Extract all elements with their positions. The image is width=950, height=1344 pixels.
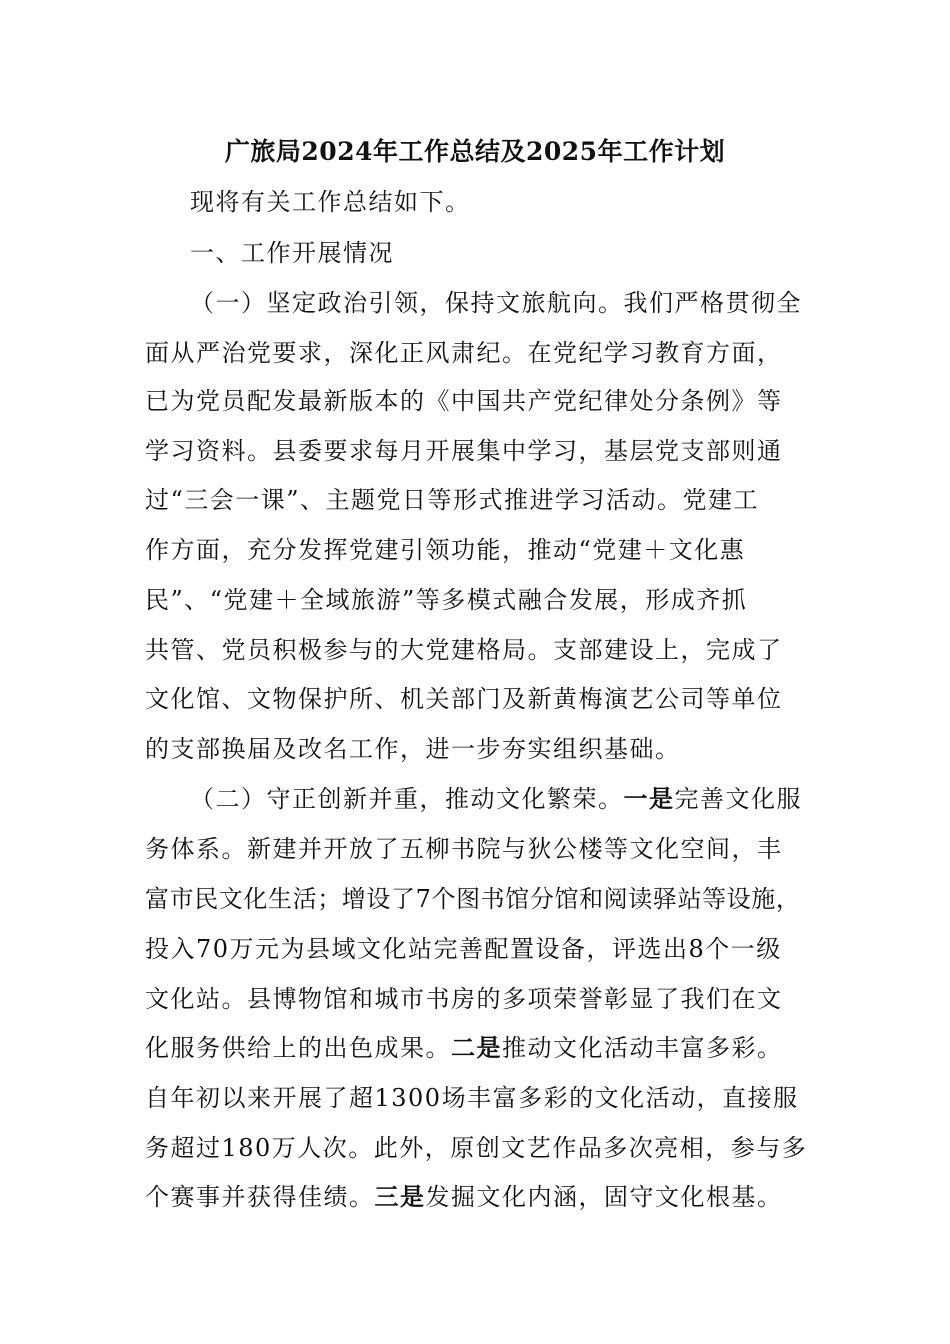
paragraph-line: 作方面，充分发挥党建引领功能，推动“党建＋文化惠 [145, 536, 746, 564]
paragraph-line: 已为党员配发最新版本的《中国共产党纪律处分条例》等 [145, 387, 783, 415]
paragraph-line: 的支部换届及改名工作，进一步夯实组织基础。 [145, 735, 681, 763]
paragraph-line: 文化站。县博物馆和城市书房的多项荣誉彰显了我们在文 [145, 985, 783, 1013]
paragraph-text: 化服务供给上的出色成果。 [145, 1034, 451, 1062]
paragraph-line: 学习资料。县委要求每月开展集中学习，基层党支部则通 [145, 437, 783, 465]
paragraph-text: 发掘文化内涵，固守文化根基。 [425, 1183, 783, 1211]
bold-marker: 一是 [623, 784, 675, 813]
paragraph-line: 共管、党员积极参与的大党建格局。支部建设上，完成了 [145, 636, 783, 664]
paragraph-line: （一）坚定政治引领，保持文旅航向。我们严格贯彻全 [190, 289, 802, 317]
section-heading: 一、工作开展情况 [190, 239, 394, 267]
paragraph-line [190, 782, 802, 816]
paragraph-text: 完善文化服 [674, 785, 802, 813]
paragraph-line: 务体系。新建并开放了五柳书院与狄公楼等文化空间，丰 [145, 835, 783, 863]
paragraph-line: 文化馆、文物保护所、机关部门及新黄梅演艺公司等单位 [145, 685, 783, 713]
paragraph-text: （二）守正创新并重，推动文化繁荣。 [190, 785, 624, 813]
paragraph-line [145, 1180, 783, 1214]
document-title: 广旅局2024年工作总结及2025年工作计划 [224, 137, 726, 166]
paragraph-line: 面从严治党要求，深化正风肃纪。在党纪学习教育方面， [145, 339, 783, 367]
bold-marker: 三是 [374, 1182, 426, 1211]
bold-marker: 二是 [451, 1033, 502, 1062]
paragraph-line: 富市民文化生活；增设了7个图书馆分馆和阅读驿站等设施， [145, 885, 801, 913]
paragraph-line: 投入70万元为县域文化站完善配置设备，评选出8个一级 [145, 935, 782, 963]
paragraph-line: 务超过180万人次。此外，原创文艺作品多次亮相，参与多 [145, 1134, 808, 1162]
paragraph-line: 过“三会一课”、主题党日等形式推进学习活动。党建工 [145, 486, 760, 514]
intro-text: 现将有关工作总结如下。 [190, 188, 471, 216]
paragraph-line: 民”、“党建＋全域旅游”等多模式融合发展，形成齐抓 [145, 586, 748, 614]
paragraph-text: 推动文化活动丰富多彩。 [502, 1034, 783, 1062]
paragraph-text: 个赛事并获得佳绩。 [145, 1183, 375, 1211]
paragraph-line: 自年初以来开展了超1300场丰富多彩的文化活动，直接服 [145, 1084, 799, 1112]
paragraph-line [145, 1031, 783, 1065]
